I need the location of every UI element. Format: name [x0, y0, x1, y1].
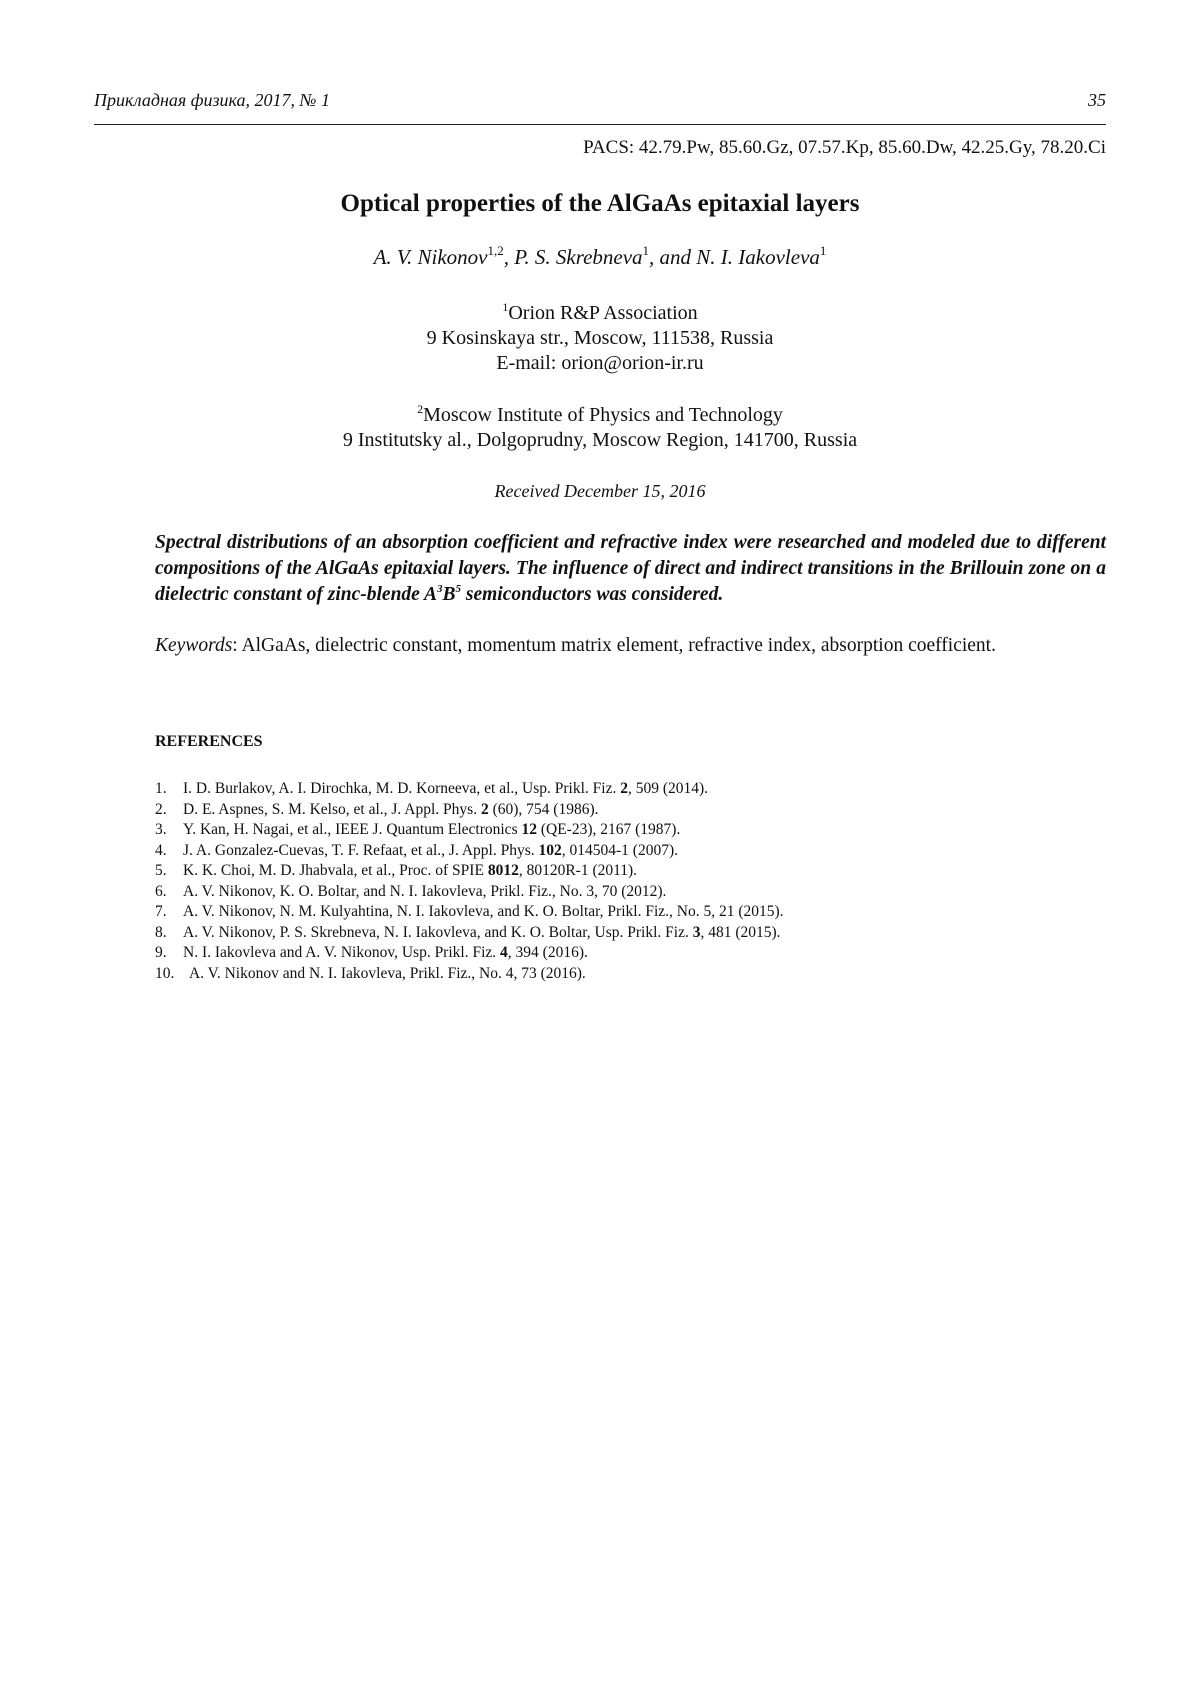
- reference-item: [155, 841, 1000, 862]
- abstract-text: Spectral distributions of an absorption coefficient and refractive index were researched and modeled due to different compositions of the AlGaAs epitaxial layers. The influence of direct and indirect transitions in the Brillouin zone on a dielectric constant of zinc-blende A: [155, 532, 1106, 605]
- page-number: 35: [1088, 90, 1106, 110]
- abstract-text: semiconductors was considered.: [461, 584, 724, 605]
- keywords-label: Keywords: [155, 635, 233, 656]
- reference-text: A. V. Nikonov, N. M. Kulyahtina, N. I. Iakovleva, and K. O. Boltar, Prikl. Fiz., No. 5, 21 (2015).: [183, 903, 784, 920]
- author-affiliation-mark: 1: [642, 243, 650, 258]
- reference-text: Y. Kan, H. Nagai, et al., IEEE J. Quantum Electronics: [183, 821, 522, 838]
- author-name: P. S. Skrebneva: [514, 245, 643, 269]
- reference-text: N. I. Iakovleva and A. V. Nikonov, Usp. Prikl. Fiz.: [183, 944, 501, 961]
- reference-item: [155, 923, 1000, 944]
- received-date: Received December 15, 2016: [494, 481, 706, 501]
- keywords: [155, 633, 1106, 659]
- abstract-text: B: [442, 584, 456, 605]
- reference-text: K. K. Choi, M. D. Jhabvala, et al., Proc. of SPIE: [183, 862, 488, 879]
- reference-item: [155, 882, 1000, 903]
- reference-list: [155, 779, 1000, 984]
- reference-number: 8.: [155, 923, 167, 941]
- reference-volume: 12: [521, 821, 537, 838]
- author-list: [94, 245, 1106, 270]
- affiliation-mark: 1: [502, 300, 509, 314]
- affiliation-line: 9 Kosinskaya str., Moscow, 111538, Russia: [426, 327, 774, 349]
- author-name: A. V. Nikonov: [373, 245, 488, 269]
- reference-number: 3.: [155, 821, 167, 838]
- reference-number: 1.: [155, 780, 167, 797]
- reference-text: (QE-23), 2167 (1987).: [536, 821, 681, 838]
- reference-number: 7.: [155, 903, 167, 920]
- abstract-superscript: 3: [437, 583, 443, 595]
- reference-number: 4.: [155, 841, 167, 859]
- reference-text: A. V. Nikonov, P. S. Skrebneva, N. I. Iakovleva, and K. O. Boltar, Usp. Prikl. Fiz.: [183, 923, 693, 941]
- author-affiliation-mark: 1: [819, 243, 827, 258]
- reference-item: [155, 861, 1000, 882]
- affiliation-line: Moscow Institute of Physics and Technology: [423, 404, 783, 426]
- abstract: [155, 530, 1106, 608]
- reference-number: 10.: [155, 964, 175, 982]
- reference-text: , 80120R-1 (2011).: [518, 862, 638, 879]
- reference-item: [155, 779, 1000, 800]
- header-rule: [94, 124, 1106, 125]
- reference-volume: 2: [480, 800, 489, 818]
- affiliation-1: [94, 301, 1106, 376]
- running-header: [94, 90, 1106, 116]
- reference-text: J. A. Gonzalez-Cuevas, T. F. Refaat, et al., J. Appl. Phys.: [183, 841, 539, 859]
- reference-text: , 394 (2016).: [507, 944, 588, 961]
- reference-number: 6.: [155, 882, 167, 900]
- reference-item: [155, 902, 1000, 923]
- affiliation-mark: 2: [417, 402, 424, 416]
- keywords-text: : AlGaAs, dielectric constant, momentum matrix element, refractive index, absorption coefficient.: [232, 635, 996, 656]
- abstract-superscript: 5: [455, 583, 462, 595]
- reference-volume: 3: [692, 923, 701, 941]
- affiliation-line: Orion R&P Association: [508, 302, 698, 324]
- affiliation-email: E-mail: orion@orion-ir.ru: [496, 352, 704, 374]
- pacs-codes: PACS: 42.79.Pw, 85.60.Gz, 07.57.Kp, 85.60.Dw, 42.25.Gy, 78.20.Ci: [583, 137, 1106, 158]
- author-affiliation-mark: 1,2: [487, 243, 504, 258]
- reference-item: [155, 943, 1000, 964]
- journal-citation: Прикладная физика, 2017, № 1: [94, 90, 330, 110]
- reference-text: D. E. Aspnes, S. M. Kelso, et al., J. Appl. Phys.: [183, 800, 481, 818]
- author-separator: ,: [503, 245, 515, 269]
- reference-text: (60), 754 (1986).: [488, 800, 599, 818]
- reference-item: [155, 964, 1000, 985]
- reference-text: A. V. Nikonov, K. O. Boltar, and N. I. Iakovleva, Prikl. Fiz., No. 3, 70 (2012).: [183, 882, 667, 900]
- reference-text: , 481 (2015).: [700, 923, 781, 941]
- reference-volume: 8012: [487, 862, 519, 879]
- author-separator: , and: [649, 245, 697, 269]
- author-name: N. I. Iakovleva: [696, 245, 820, 269]
- reference-item: [155, 820, 1000, 841]
- reference-number: 2.: [155, 800, 167, 818]
- affiliation-line: 9 Institutsky al., Dolgoprudny, Moscow Region, 141700, Russia: [342, 429, 858, 451]
- reference-number: 5.: [155, 862, 167, 879]
- paper-title: Optical properties of the AlGaAs epitaxial layers: [340, 190, 860, 217]
- reference-volume: 4: [500, 944, 508, 961]
- reference-volume: 102: [538, 841, 562, 859]
- reference-text: I. D. Burlakov, A. I. Dirochka, M. D. Korneeva, et al., Usp. Prikl. Fiz.: [183, 780, 621, 797]
- reference-text: , 509 (2014).: [627, 780, 709, 797]
- reference-volume: 2: [620, 780, 628, 797]
- references-heading: REFERENCES: [155, 733, 263, 750]
- reference-text: A. V. Nikonov and N. I. Iakovleva, Prikl. Fiz., No. 4, 73 (2016).: [189, 964, 586, 982]
- affiliation-2: [94, 403, 1106, 453]
- reference-number: 9.: [155, 944, 167, 961]
- reference-item: [155, 800, 1000, 821]
- reference-text: , 014504-1 (2007).: [561, 841, 678, 859]
